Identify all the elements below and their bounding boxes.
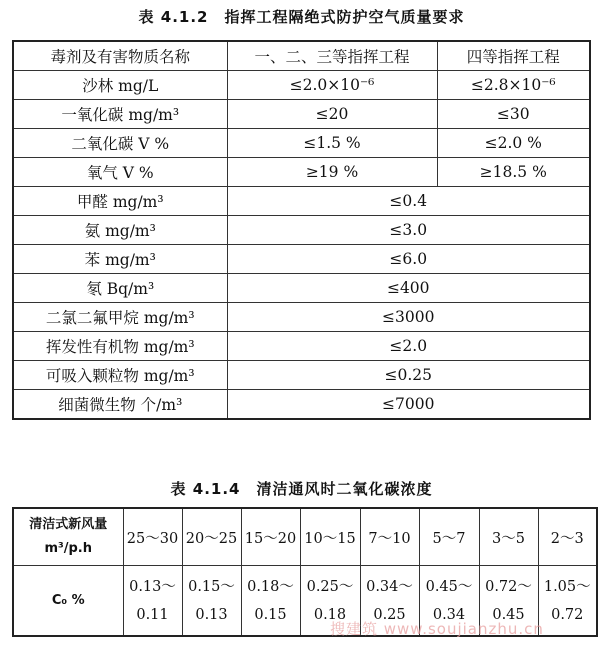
all-grades-limit: ≤400	[227, 274, 590, 303]
column-header: 一、二、三等指挥工程	[227, 41, 437, 71]
co2-upper-value: 1.05～	[543, 578, 591, 595]
table-row	[13, 274, 590, 303]
substance-name: 可吸入颗粒物 mg/m³	[13, 361, 227, 390]
grade-4-limit: ≤2.0 %	[437, 129, 590, 158]
substance-name: 一氧化碳 mg/m³	[13, 100, 227, 129]
substance-name: 二氧化碳 V %	[13, 129, 227, 158]
fresh-air-rate-unit: m³/p.h	[44, 541, 92, 556]
fresh-air-rate-range: 3～5	[479, 508, 538, 566]
all-grades-limit: ≤3000	[227, 303, 590, 332]
grade-4-limit: ≥18.5 %	[437, 158, 590, 187]
table-4-1-4-caption: 表 4.1.4 清洁通风时二氧化碳浓度	[170, 480, 433, 498]
co2-upper-value: 0.18～	[247, 578, 294, 595]
co2-lower-value: 0.11	[136, 606, 169, 623]
air-quality-table	[12, 40, 591, 420]
co2-upper-value: 0.45～	[425, 578, 473, 595]
co2-concentration-value	[182, 566, 241, 637]
all-grades-limit: ≤0.25	[227, 361, 590, 390]
all-grades-limit: ≤6.0	[227, 245, 590, 274]
co2-upper-value: 0.15～	[188, 578, 235, 595]
co2-concentration-value	[123, 566, 182, 637]
substance-name: 挥发性有机物 mg/m³	[13, 332, 227, 361]
table-row	[13, 100, 590, 129]
grade-1-3-limit: ≥19 %	[227, 158, 437, 187]
fresh-air-rate-row	[13, 508, 597, 566]
co2-upper-value: 0.34～	[366, 578, 413, 595]
co2-concentration-value	[241, 566, 300, 637]
co2-upper-value: 0.25～	[306, 578, 354, 595]
substance-name: 细菌微生物 个/m³	[13, 390, 227, 420]
grade-4-limit: ≤30	[437, 100, 590, 129]
fresh-air-rate-range: 15～20	[241, 508, 300, 566]
substance-name: 氧气 V %	[13, 158, 227, 187]
co2-lower-value: 0.13	[195, 606, 228, 623]
co2-lower-value: 0.72	[551, 606, 584, 623]
table-row	[13, 187, 590, 216]
fresh-air-rate-label-text: 清洁式新风量	[29, 517, 108, 532]
table-row	[13, 390, 590, 420]
co2-concentration-value	[538, 566, 597, 637]
table-row	[13, 71, 590, 100]
table-row	[13, 129, 590, 158]
co2-lower-value: 0.25	[373, 606, 406, 623]
grade-4-limit: ≤2.8×10⁻⁶	[437, 71, 590, 100]
column-header: 四等指挥工程	[437, 41, 590, 71]
co2-lower-value: 0.15	[254, 606, 287, 623]
table-header-row	[13, 41, 590, 71]
substance-name: 二氯二氟甲烷 mg/m³	[13, 303, 227, 332]
co2-lower-value: 0.18	[313, 606, 347, 623]
table-row	[13, 361, 590, 390]
grade-1-3-limit: ≤2.0×10⁻⁶	[227, 71, 437, 100]
table-row	[13, 245, 590, 274]
table-row	[13, 158, 590, 187]
all-grades-limit: ≤3.0	[227, 216, 590, 245]
grade-1-3-limit: ≤1.5 %	[227, 129, 437, 158]
all-grades-limit: ≤0.4	[227, 187, 590, 216]
substance-name: 苯 mg/m³	[13, 245, 227, 274]
site-watermark: 搜建筑 www.soujianzhu.cn	[330, 620, 544, 638]
all-grades-limit: ≤2.0	[227, 332, 590, 361]
all-grades-limit: ≤7000	[227, 390, 590, 420]
substance-name: 氨 mg/m³	[13, 216, 227, 245]
table-row	[13, 216, 590, 245]
co2-concentration-label: C₀ %	[13, 566, 123, 637]
fresh-air-rate-range: 7～10	[360, 508, 419, 566]
fresh-air-rate-range: 5～7	[419, 508, 479, 566]
fresh-air-rate-range: 20～25	[182, 508, 241, 566]
co2-lower-value: 0.34	[432, 606, 466, 623]
fresh-air-rate-range: 25～30	[123, 508, 182, 566]
column-header: 毒剂及有害物质名称	[13, 41, 227, 71]
table-4-1-2-caption: 表 4.1.2 指挥工程隔绝式防护空气质量要求	[138, 8, 465, 26]
substance-name: 沙林 mg/L	[13, 71, 227, 100]
table-row	[13, 332, 590, 361]
fresh-air-rate-range: 2～3	[538, 508, 597, 566]
table-row	[13, 303, 590, 332]
co2-upper-value: 0.72～	[485, 578, 532, 595]
co2-upper-value: 0.13～	[129, 578, 176, 595]
substance-name: 甲醛 mg/m³	[13, 187, 227, 216]
grade-1-3-limit: ≤20	[227, 100, 437, 129]
fresh-air-rate-label	[13, 508, 123, 566]
substance-name: 氡 Bq/m³	[13, 274, 227, 303]
fresh-air-rate-range: 10～15	[300, 508, 360, 566]
co2-lower-value: 0.45	[492, 606, 525, 623]
